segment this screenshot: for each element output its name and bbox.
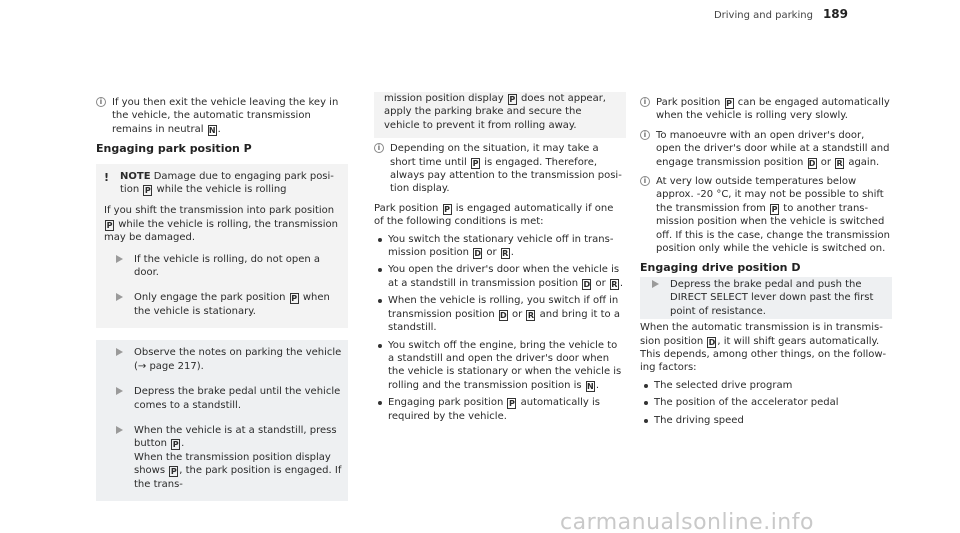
info-note: i At very low outside temperatures below approx. -20 °C, it may not be possible to shift the transmission from P to another transmission position when the vehicle is switched off. If this is the case, change the transmission position only while the vehicle is switched on. [640, 175, 892, 255]
instruction-steps [96, 340, 348, 501]
gear-key-r: R [836, 158, 843, 168]
gear-key-d: D [500, 310, 507, 320]
instruction-step: When the vehicle is at a standstill, press button P . When the transmission position display shows P , the park position is engaged. If the trans- [104, 424, 342, 491]
list-item: When the vehicle is rolling, you switch if off in transmission position D or R and bring it to a standstill. [374, 294, 626, 334]
list-item: The driving speed [640, 414, 892, 427]
gear-key-p: P [172, 440, 179, 450]
gear-key-p: P [771, 204, 778, 214]
list-item: You switch off the engine, bring the vehicle to a standstill and open the driver's door when the vehicle is stationary or when the vehicle is rolling and the transmission position is N . [374, 339, 626, 393]
gear-key-r: R [502, 249, 509, 259]
column-3 [640, 96, 892, 431]
drive-heading-row [640, 261, 892, 274]
column-2 [374, 92, 626, 427]
info-icon: i [374, 143, 384, 153]
gear-key-d: D [708, 337, 716, 347]
section-title: Driving and parking [713, 10, 813, 21]
list-item: Engaging park position P automatically is required by the vehicle. [374, 396, 626, 423]
info-icon: i [640, 176, 650, 186]
gear-key-d: D [583, 279, 591, 289]
instruction-step: Depress the brake pedal and push the DIRECT SELECT lever down past the first point of resistance. [640, 277, 892, 319]
list-item: The position of the accelerator pedal [640, 396, 892, 409]
gear-key-d: D [474, 249, 481, 259]
info-note: i To manoeuvre with an open driver's door, open the driver's door while at a standstill and engage transmission position D or R again. [640, 129, 892, 169]
continued-step: mission position display P does not appear, apply the parking brake and secure the vehicle to prevent it from rolling away. [374, 92, 626, 138]
step-arrow-icon [116, 348, 123, 356]
gear-key-r: R [527, 310, 535, 320]
factors-list [640, 379, 892, 427]
step-arrow-icon [116, 426, 123, 434]
info-icon: i [640, 97, 650, 107]
gear-key-n: N [586, 381, 594, 391]
paragraph: When the automatic transmission is in transmission position D , it will shift gears automatically. This depends, among other things, on the following factors: [640, 322, 887, 374]
gear-key-p: P [726, 99, 733, 108]
column-1 [96, 96, 348, 501]
gear-key-n: N [208, 125, 216, 135]
paragraph: Park position P is engaged automatically if one of the following conditions is met: [374, 202, 614, 228]
info-note: i Park position P can be engaged automatically when the vehicle is rolling very slowly. [640, 96, 892, 123]
list-item: You open the driver's door when the vehicle is at a standstill in transmission position D or R . [374, 263, 626, 290]
info-icon: i [96, 97, 106, 107]
info-note: i If you then exit the vehicle leaving the key in the vehicle, the automatic transmission remains in neutral N . [96, 96, 348, 136]
instruction-step: Observe the notes on parking the vehicle (→ page 217). [104, 346, 342, 373]
notice-step: Only engage the park position P when the vehicle is stationary. [104, 291, 340, 318]
gear-key-p: P [144, 186, 151, 196]
list-item: You switch the stationary vehicle off in transmission position D or R . [374, 233, 626, 260]
gear-key-p: P [472, 158, 479, 168]
step-arrow-icon [116, 293, 123, 301]
page-number: 189 [822, 7, 848, 21]
gear-key-r: R [611, 279, 618, 289]
notice-step: If the vehicle is rolling, do not open a door. [104, 253, 340, 280]
info-note: i Depending on the situation, it may take a short time until P is engaged. Therefore, always pay attention to the transmission position display. [374, 142, 626, 196]
notice-body: If you shift the transmission into park position P while the vehicle is rolling, the transmission may be damaged. [104, 205, 339, 244]
step-arrow-icon [116, 255, 123, 263]
list-item: The selected drive program [640, 379, 892, 392]
notice-box [96, 164, 348, 329]
gear-key-p: P [170, 467, 177, 477]
notice-heading: ! NOTE Damage due to engaging park position P while the vehicle is rolling [104, 170, 334, 196]
page-header [714, 8, 848, 22]
section-heading-park: Engaging park position P [96, 142, 252, 156]
info-icon: i [640, 130, 650, 140]
section-heading-drive: Engaging drive position D [640, 261, 801, 275]
gear-key-p: P [106, 220, 113, 230]
instruction-step: Depress the brake pedal until the vehicle comes to a standstill. [104, 385, 342, 412]
gear-key-p: P [291, 294, 298, 304]
step-arrow-icon [652, 280, 659, 288]
gear-key-p: P [509, 95, 516, 104]
step-arrow-icon [116, 387, 123, 395]
conditions-list [374, 233, 626, 423]
warning-icon: ! [104, 170, 110, 184]
watermark: carmanualsonline.info [560, 509, 814, 533]
gear-key-d: D [808, 158, 816, 168]
gear-key-p: P [509, 399, 515, 409]
gear-key-p: P [444, 204, 451, 214]
